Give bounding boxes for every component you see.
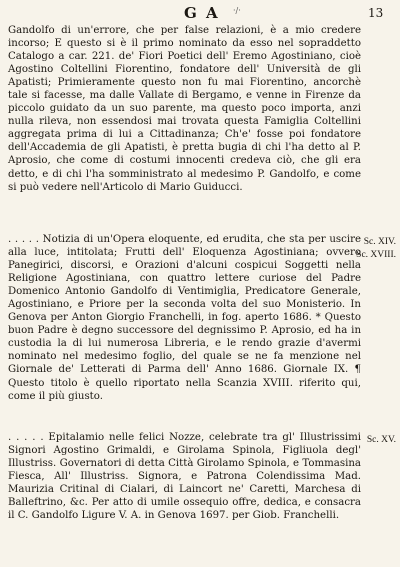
margin-note-sc-xviii: Sc. XVIII.	[356, 250, 396, 260]
margin-note-sc-xiv: Sc. XIV.	[363, 237, 396, 247]
paragraph-coltellini: Gandolfo di un'errore, che per false relazioni, è a mio credere incorso; E questo si è il primo nominato da esso nel sopraddetto Catalogo a car. 221. de' Fiori Poetici dell' Eremo Agostiniano, cioè Agostino Coltellini Fiorentino, fondatore dell' Università de gli Apatisti; Primieramente questo non fu mai Fiorentino, ancorchè tale si facesse, ma dalle Vallate di Bergamo, e venne in Firenze da piccolo guidato da un suo parente, ma questo poco importa, anzi nulla rileva, non essendosi mai trovata questa Famiglia Coltellini aggregata prima di lui a Cittadinanza; Ch'e' fosse poi fondatore dell'Accademia de gli Apatisti, è pretta bugia di chi l'ha detto al P. Aprosio, che come di costumi innocenti credeva ciò, che gli era detto, e di chi l'ha somministrato al medesimo P. Gandolfo, e come si può vedere nell'Articolo di Mario Guiducci.	[8, 25, 361, 193]
running-head: G A	[184, 4, 220, 22]
page-header	[0, 4, 400, 26]
header-mark: ·/·	[233, 6, 241, 15]
page-number: 13	[368, 6, 384, 20]
margin-note-sc-xv: Sc. XV.	[366, 435, 396, 445]
paragraph-frutti-eloquenza: . . . . . Notizia di un'Opera eloquente, ed erudita, che sta per uscire alla luce, intitolata; Frutti dell' Eloquenza Agostiniana; ovvero Panegirici, discorsi, e Orazioni d'alcuni cospicui Soggetti nella Religione Agostiniana, con quattro lettere curiose del Padre Domenico Antonio Gandolfo di Ventimiglia, Predicatore Generale, Agostiniano, e Priore per la seconda volta del suo Monisterio. In Genova per Anton Giorgio Franchelli, in fog. aperto 1686. * Questo buon Padre è degno successore del degnissimo P. Aprosio, ed ha in custodia la di lui numerosa Libreria, e le rendo grazie d'avermi nominato nel medesimo foglio, del quale se ne fa menzione nel Giornale de' Letterati di Parma dell' Anno 1686. Giornale IX. ¶ Questo titolo è quello riportato nella Scanzia XVIII. riferito qui, come il più giusto.	[8, 234, 361, 402]
paragraph-epitalamio: . . . . . Epitalamio nelle felici Nozze, celebrate tra gl' Illustrissimi Signori Agostino Grimaldi, e Girolama Spinola, Figliuola degl' Illustriss. Governatori di detta Città Girolamo Spinola, e Tommasina Fiesca, All' Illustriss. Signora, e Patrona Colendissima Mad. Maurizia Critinal di Cialari, di Laincort ne' Caretti, Marchesa di Balleftrino, &c. Per atto di umile ossequio offre, dedica, e consacra il C. Gandolfo Ligure V. A. in Genova 1697. per Giob. Franchelli.	[8, 432, 361, 522]
